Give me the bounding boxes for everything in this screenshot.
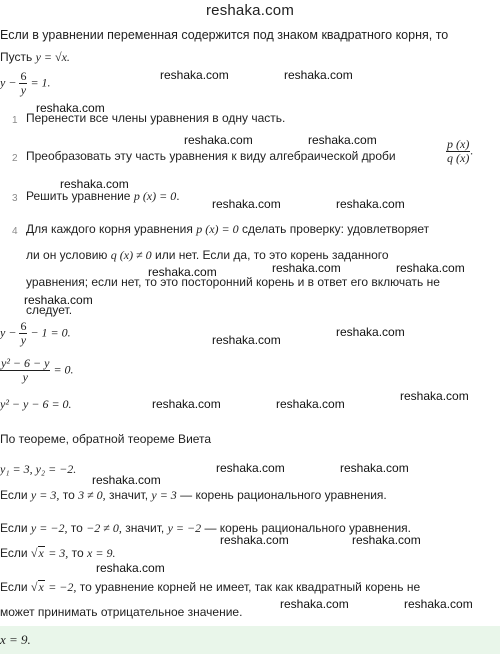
- step-expr: p (x) = 0: [196, 222, 239, 236]
- watermark: reshaka.com: [184, 133, 253, 147]
- step-fraction: [446, 138, 473, 165]
- frac-den: q (x): [447, 151, 470, 165]
- check-expr: 3 ≠ 0,: [78, 488, 106, 502]
- frac-num: y² − 6 − y: [1, 356, 50, 370]
- watermark: reshaka.com: [284, 68, 353, 82]
- watermark: reshaka.com: [336, 197, 405, 211]
- watermark: reshaka.com: [160, 68, 229, 82]
- eq-num: 6: [20, 69, 27, 83]
- step-text: Преобразовать эту часть уравнения к виду алгебраической дроби: [26, 149, 396, 163]
- step-text: ли он условию: [26, 248, 108, 262]
- check-line: [0, 521, 411, 536]
- watermark: reshaka.com: [92, 473, 161, 487]
- step-text: Решить уравнение: [26, 189, 131, 203]
- watermark: reshaka.com: [352, 533, 421, 547]
- back-line-3: может принимать отрицательное значение.: [0, 605, 243, 619]
- back-line-1: Если √x = 3, то x = 9.: [0, 546, 116, 560]
- watermark: reshaka.com: [216, 461, 285, 475]
- step-line: [26, 222, 429, 237]
- back-line-2: Если √x = −2, то уравнение корней не имеет, так как квадратный корень не: [0, 580, 421, 594]
- check-line: [0, 488, 387, 503]
- sqrt-radicand: x: [38, 580, 44, 594]
- step-number: 4: [12, 226, 18, 237]
- back-text: то уравнение корней не имеет, так как квадратный корень не: [79, 580, 421, 594]
- check-expr: −2 ≠ 0,: [86, 521, 122, 535]
- back-text: то: [71, 546, 84, 560]
- watermark: reshaka.com: [152, 397, 221, 411]
- let-line: [0, 50, 70, 65]
- back-expr: = 3,: [48, 546, 69, 560]
- step-text: Перенести все члены уравнения в одну часть.: [26, 111, 286, 125]
- watermark: reshaka.com: [272, 261, 341, 275]
- step-text: или нет. Если да, то это корень заданного: [155, 248, 389, 262]
- answer-box: [0, 626, 500, 654]
- solution-line-1: [0, 320, 71, 347]
- step-text: сделать проверку: удовлетворяет: [242, 222, 430, 236]
- watermark: reshaka.com: [24, 293, 93, 307]
- watermark: reshaka.com: [276, 397, 345, 411]
- frac-num: p (x): [447, 137, 470, 151]
- watermark: reshaka.com: [96, 561, 165, 575]
- eq-fraction: [19, 70, 27, 97]
- solution-line-2: [0, 357, 74, 384]
- step-number: 3: [12, 193, 18, 204]
- back-expr: x = 9.: [87, 546, 116, 560]
- let-prefix: Пусть: [0, 50, 33, 64]
- check-text: Если: [0, 488, 28, 502]
- check-expr: y = −2: [167, 521, 202, 535]
- watermark: reshaka.com: [396, 261, 465, 275]
- watermark: reshaka.com: [404, 597, 473, 611]
- watermark: reshaka.com: [60, 177, 129, 191]
- watermark: reshaka.com: [148, 265, 217, 279]
- step-expr: p (x) = 0: [133, 189, 177, 203]
- check-text: — корень рационального уравнения.: [204, 521, 412, 535]
- watermark: reshaka.com: [220, 533, 289, 547]
- step-tail: .: [470, 143, 474, 158]
- watermark: reshaka.com: [308, 133, 377, 147]
- expr-part: y −: [0, 325, 17, 340]
- eq-rhs: = 1.: [30, 75, 51, 90]
- back-text: Если: [0, 546, 28, 560]
- watermark: reshaka.com: [212, 333, 281, 347]
- eq-den: y: [20, 83, 27, 97]
- check-text: значит,: [125, 521, 165, 535]
- watermark: reshaka.com: [36, 101, 105, 115]
- watermark: reshaka.com: [336, 325, 405, 339]
- eq-lhs: y −: [0, 75, 17, 90]
- sqrt-radicand: x: [38, 546, 44, 560]
- site-header[interactable]: reshaka.com: [205, 2, 295, 19]
- step-expr: q (x) ≠ 0: [110, 248, 152, 262]
- expr-part: = 0.: [53, 362, 74, 377]
- check-text: Если: [0, 521, 28, 535]
- watermark: reshaka.com: [400, 389, 469, 403]
- step-text: уравнения; если нет, то это посторонний корень и в ответ его включать не: [26, 275, 440, 289]
- frac-num: 6: [20, 319, 27, 333]
- back-text: Если: [0, 580, 28, 594]
- watermark: reshaka.com: [280, 597, 349, 611]
- expr-part: − 1 = 0.: [30, 325, 71, 340]
- check-text: то: [70, 521, 83, 535]
- vieta-roots: y₁ = 3, y₂ = −2.: [0, 462, 77, 476]
- back-expr: = −2,: [48, 580, 77, 594]
- check-expr: y = 3,: [30, 488, 60, 502]
- intro-equation: [0, 70, 51, 97]
- intro-text: Если в уравнении переменная содержится под знаком квадратного корня, то: [0, 28, 449, 42]
- check-text: — корень рационального уравнения.: [180, 488, 387, 502]
- vieta-text: По теореме, обратной теореме Виета: [0, 432, 212, 446]
- check-text: то: [62, 488, 75, 502]
- let-expr: y = √x.: [35, 50, 70, 64]
- frac-den: y: [20, 333, 27, 347]
- step-text: следует.: [26, 303, 73, 317]
- check-expr: y = 3: [151, 488, 177, 502]
- check-expr: y = −2,: [30, 521, 68, 535]
- watermark: reshaka.com: [340, 461, 409, 475]
- step-line: [26, 189, 180, 204]
- step-number: 1: [12, 115, 18, 126]
- solution-line-3: y² − y − 6 = 0.: [0, 397, 72, 411]
- step-text: Для каждого корня уравнения: [26, 222, 193, 236]
- answer: x = 9.: [0, 632, 31, 647]
- frac-den: y: [0, 370, 50, 384]
- step-number: 2: [12, 153, 18, 164]
- watermark: reshaka.com: [212, 197, 281, 211]
- check-text: значит,: [109, 488, 149, 502]
- step-tail: .: [176, 189, 180, 203]
